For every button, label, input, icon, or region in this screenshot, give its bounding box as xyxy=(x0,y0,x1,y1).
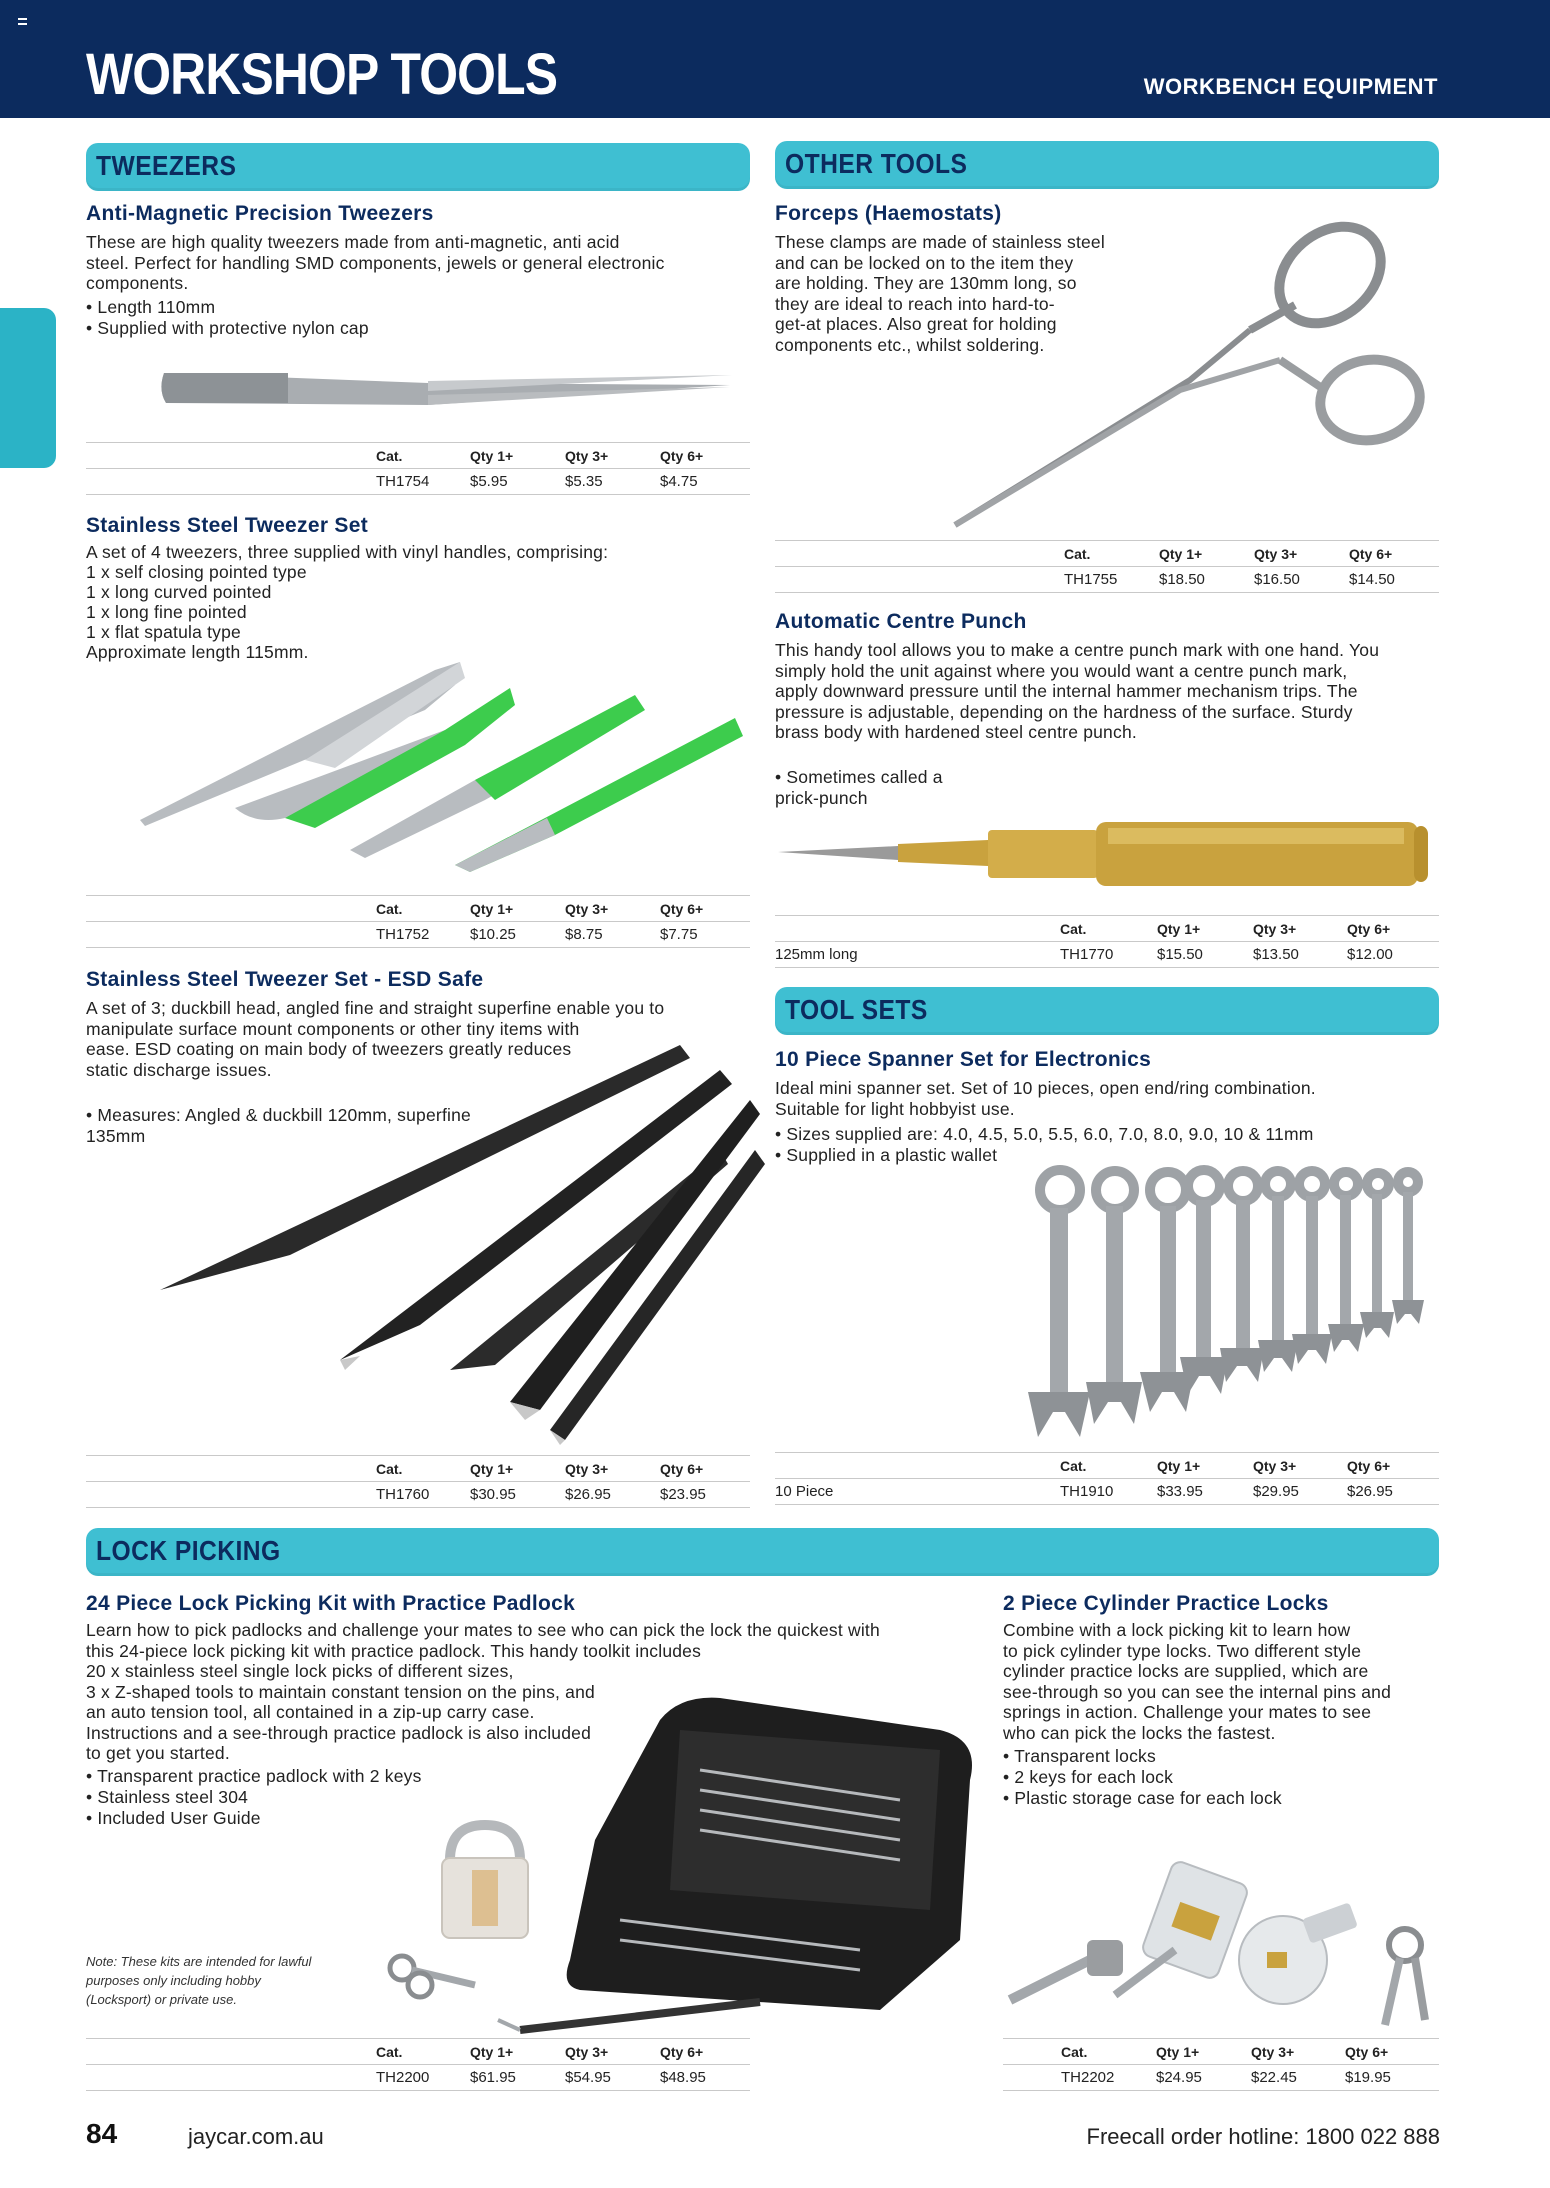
forceps-image xyxy=(950,210,1440,540)
col-qty6: Qty 6+ xyxy=(1345,2043,1389,2060)
price-qty3: $16.50 xyxy=(1254,571,1300,588)
col-qty6: Qty 6+ xyxy=(660,900,704,917)
price-qty1: $15.50 xyxy=(1157,946,1203,963)
table-row xyxy=(86,1482,750,1508)
cat-code: TH2200 xyxy=(376,2069,430,2086)
section-title: OTHER TOOLS xyxy=(785,148,968,179)
feature-item: • Supplied with protective nylon cap xyxy=(86,318,746,339)
row-note xyxy=(86,1482,376,1508)
tweezer-set-image xyxy=(135,650,755,870)
table-row xyxy=(1003,2065,1439,2091)
product-title: Stainless Steel Tweezer Set xyxy=(86,514,369,537)
product-description: These are high quality tweezers made from anti-magnetic, anti acid steel. Perfect for handling SMD components, jewels or general electronic components. xyxy=(86,232,665,293)
section-title: TOOL SETS xyxy=(785,994,928,1025)
price-table xyxy=(1003,2038,1439,2091)
price-qty3: $13.50 xyxy=(1253,946,1299,963)
price-qty6: $26.95 xyxy=(1347,1483,1393,1500)
product-title: Anti-Magnetic Precision Tweezers xyxy=(86,202,434,225)
col-cat: Cat. xyxy=(1060,920,1087,937)
col-qty6: Qty 6+ xyxy=(660,2043,704,2060)
price-qty6: $14.50 xyxy=(1349,571,1395,588)
table-row xyxy=(775,942,1439,968)
price-qty1: $33.95 xyxy=(1157,1483,1203,1500)
col-qty1: Qty 1+ xyxy=(470,2043,514,2060)
feature-item: • Supplied in a plastic wallet xyxy=(775,1145,1439,1166)
col-qty1: Qty 1+ xyxy=(1157,1457,1201,1474)
price-qty3: $5.35 xyxy=(565,473,603,490)
row-note: 10 Piece xyxy=(775,1483,834,1500)
price-qty1: $61.95 xyxy=(470,2069,516,2086)
product-description: These clamps are made of stainless steel and can be locked on to the item they are holding. They are 130mm long, so they are ideal to reach into hard-to- get-at places. Also great for holding components etc., whilst soldering. xyxy=(775,232,1105,355)
product-title: Forceps (Haemostats) xyxy=(775,202,1002,225)
feature-item: • Sizes supplied are: 4.0, 4.5, 5.0, 5.5, 6.0, 7.0, 8.0, 9.0, 10 & 11mm xyxy=(775,1124,1439,1145)
price-table xyxy=(775,915,1439,968)
table-row xyxy=(775,567,1439,593)
feature-item: • Measures: Angled & duckbill 120mm, superfine 135mm xyxy=(86,1105,646,1147)
section-other-tools xyxy=(775,141,1439,189)
product-description: Combine with a lock picking kit to learn how to pick cylinder type locks. Two different style cylinder practice locks are supplied, which are see-through so you can see the internal pins and springs in action. Challenge your mates to see who can pick the locks the fastest. xyxy=(1003,1620,1392,1743)
feature-item: • Included User Guide xyxy=(86,1808,586,1829)
price-qty3: $29.95 xyxy=(1253,1483,1299,1500)
cylinder-locks-image xyxy=(1005,1830,1435,2030)
feature-item: • 2 keys for each lock xyxy=(1003,1767,1439,1788)
price-qty6: $4.75 xyxy=(660,473,698,490)
col-qty3: Qty 3+ xyxy=(565,900,609,917)
price-qty3: $22.45 xyxy=(1251,2069,1297,2086)
cat-code: TH1910 xyxy=(1060,1483,1114,1500)
cat-code: TH1754 xyxy=(376,473,430,490)
col-qty6: Qty 6+ xyxy=(660,1460,704,1477)
col-qty3: Qty 3+ xyxy=(565,2043,609,2060)
product-title: 24 Piece Lock Picking Kit with Practice Padlock xyxy=(86,1592,576,1615)
row-note xyxy=(86,469,376,495)
price-qty1: $5.95 xyxy=(470,473,508,490)
product-description: Learn how to pick padlocks and challenge your mates to see who can pick the lock the quickest with this 24-piece lock picking kit with practice padlock. This handy toolkit includes 20 x stainless steel single lock picks of different sizes, 3 x Z-shaped tools to maintain constant tension on the pins, and an auto tension tool, all contained in a zip-up carry case. Instructions and a see-through practice padlock is also included to get you started. xyxy=(86,1620,880,1763)
price-qty1: $24.95 xyxy=(1156,2069,1202,2086)
product-description: A set of 3; duckbill head, angled fine and straight superfine enable you to manipulate surface mount components or other tiny items with ease. ESD coating on main body of tweezers greatly reduces static discharge issues. xyxy=(86,998,665,1080)
price-table xyxy=(86,895,750,948)
row-note xyxy=(1003,2065,1061,2091)
product-description: A set of 4 tweezers, three supplied with vinyl handles, comprising: 1 x self closing pointed type 1 x long curved pointed 1 x long fine pointed 1 x flat spatula type Approximate length 115mm. xyxy=(86,542,609,662)
product-title: 10 Piece Spanner Set for Electronics xyxy=(775,1048,1152,1071)
section-tool-sets xyxy=(775,987,1439,1035)
price-qty3: $54.95 xyxy=(565,2069,611,2086)
page-title: WORKSHOP TOOLS xyxy=(86,42,558,107)
price-qty6: $19.95 xyxy=(1345,2069,1391,2086)
price-table xyxy=(86,2038,750,2091)
col-qty1: Qty 1+ xyxy=(470,900,514,917)
col-qty3: Qty 3+ xyxy=(565,1460,609,1477)
col-cat: Cat. xyxy=(376,1460,403,1477)
product-title: Stainless Steel Tweezer Set - ESD Safe xyxy=(86,968,484,991)
col-qty6: Qty 6+ xyxy=(1347,1457,1391,1474)
price-qty6: $12.00 xyxy=(1347,946,1393,963)
feature-item: • Sometimes called a prick-punch xyxy=(775,767,1075,809)
order-hotline: Freecall order hotline: 1800 022 888 xyxy=(1086,2124,1440,2149)
table-row xyxy=(86,469,750,495)
price-qty3: $26.95 xyxy=(565,1486,611,1503)
side-tab[interactable] xyxy=(0,308,56,468)
col-qty1: Qty 1+ xyxy=(1159,545,1203,562)
feature-item: • Transparent practice padlock with 2 keys xyxy=(86,1766,586,1787)
price-qty1: $18.50 xyxy=(1159,571,1205,588)
product-description: Ideal mini spanner set. Set of 10 pieces, open end/ring combination. Suitable for light hobbyist use. xyxy=(775,1078,1316,1119)
price-table xyxy=(86,1455,750,1508)
table-row xyxy=(86,2065,750,2091)
col-qty1: Qty 1+ xyxy=(470,1460,514,1477)
cat-code: TH1770 xyxy=(1060,946,1114,963)
page-header xyxy=(0,0,1550,118)
cat-code: TH1752 xyxy=(376,926,430,943)
col-qty3: Qty 3+ xyxy=(1253,920,1297,937)
price-qty6: $23.95 xyxy=(660,1486,706,1503)
spanner-set-image xyxy=(1010,1162,1440,1444)
feature-item: • Length 110mm xyxy=(86,297,746,318)
price-table xyxy=(775,1452,1439,1505)
price-qty1: $30.95 xyxy=(470,1486,516,1503)
lock-pick-kit-image xyxy=(380,1690,980,2030)
feature-list xyxy=(1003,1746,1439,1809)
price-qty1: $10.25 xyxy=(470,926,516,943)
section-lock-picking xyxy=(86,1528,1439,1576)
row-note xyxy=(775,567,1064,593)
col-cat: Cat. xyxy=(376,900,403,917)
row-note xyxy=(86,922,376,948)
table-row xyxy=(86,922,750,948)
website-link[interactable]: jaycar.com.au xyxy=(188,2124,324,2149)
price-table xyxy=(86,442,750,495)
col-qty3: Qty 3+ xyxy=(1253,1457,1297,1474)
col-cat: Cat. xyxy=(1061,2043,1088,2060)
col-qty3: Qty 3+ xyxy=(1251,2043,1295,2060)
section-tweezers xyxy=(86,143,750,191)
col-qty3: Qty 3+ xyxy=(1254,545,1298,562)
col-qty3: Qty 3+ xyxy=(565,447,609,464)
product-title: 2 Piece Cylinder Practice Locks xyxy=(1003,1592,1329,1615)
feature-list xyxy=(86,297,746,339)
feature-list xyxy=(775,1124,1439,1166)
cat-code: TH1760 xyxy=(376,1486,430,1503)
table-row xyxy=(775,1479,1439,1505)
section-title: TWEEZERS xyxy=(96,150,237,181)
feature-item: • Stainless steel 304 xyxy=(86,1787,586,1808)
centre-punch-image xyxy=(778,818,1438,890)
col-qty1: Qty 1+ xyxy=(470,447,514,464)
col-cat: Cat. xyxy=(376,2043,403,2060)
price-qty6: $48.95 xyxy=(660,2069,706,2086)
row-note: 125mm long xyxy=(775,946,858,963)
page-number: 84 xyxy=(86,2118,118,2149)
col-cat: Cat. xyxy=(376,447,403,464)
cat-code: TH2202 xyxy=(1061,2069,1115,2086)
cat-code: TH1755 xyxy=(1064,571,1118,588)
col-qty1: Qty 1+ xyxy=(1157,920,1201,937)
col-qty6: Qty 6+ xyxy=(660,447,704,464)
legal-note: Note: These kits are intended for lawful purposes only including hobby (Locksport) or private use. xyxy=(86,1954,312,2007)
price-table xyxy=(775,540,1439,593)
price-qty3: $8.75 xyxy=(565,926,603,943)
feature-item: • Transparent locks xyxy=(1003,1746,1439,1767)
product-title: Automatic Centre Punch xyxy=(775,610,1027,633)
col-qty6: Qty 6+ xyxy=(1347,920,1391,937)
col-qty1: Qty 1+ xyxy=(1156,2043,1200,2060)
product-description: This handy tool allows you to make a centre punch mark with one hand. You simply hold the unit against where you would want a centre punch mark, apply downward pressure until the internal hammer mechanism trips. The pressure is adjustable, depending on the hardness of the surface. Sturdy brass body with hardened steel centre punch. xyxy=(775,640,1380,742)
row-note xyxy=(86,2065,376,2091)
page-subtitle: WORKBENCH EQUIPMENT xyxy=(1143,74,1438,99)
feature-item: • Plastic storage case for each lock xyxy=(1003,1788,1439,1809)
precision-tweezers-image xyxy=(158,365,738,415)
section-title: LOCK PICKING xyxy=(96,1535,281,1566)
col-qty6: Qty 6+ xyxy=(1349,545,1393,562)
menu-icon[interactable] xyxy=(18,18,27,25)
col-cat: Cat. xyxy=(1060,1457,1087,1474)
price-qty6: $7.75 xyxy=(660,926,698,943)
col-cat: Cat. xyxy=(1064,545,1091,562)
esd-tweezer-set-image xyxy=(160,1040,760,1450)
